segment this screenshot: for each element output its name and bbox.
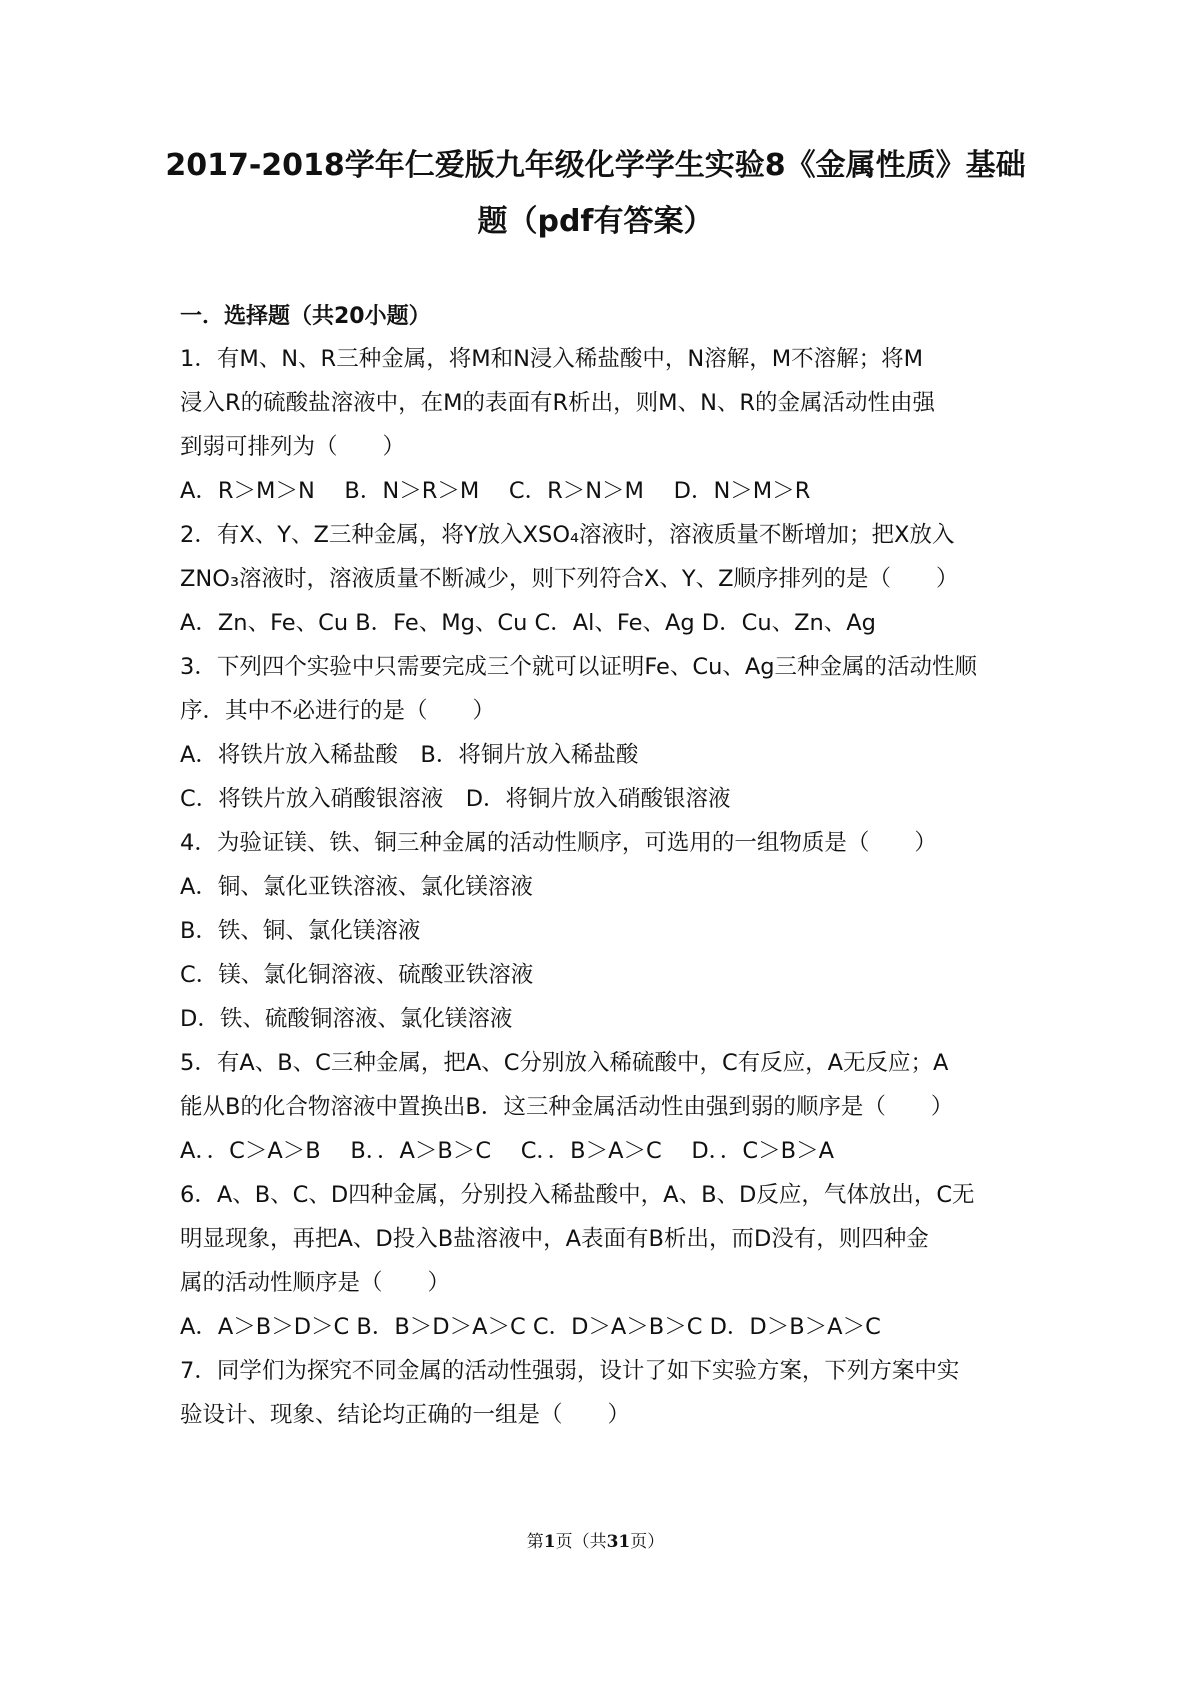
text-line: 5．有A、B、C三种金属，把A、C分别放入稀硫酸中，C有反应，A无反应；A xyxy=(180,1050,949,1076)
section-heading: 一．选择题（共20小题） xyxy=(180,304,431,329)
footer-prefix: 第 xyxy=(526,1532,544,1552)
answer-option: C．镁、氯化铜溶液、硫酸亚铁溶液 xyxy=(180,962,534,988)
answer-options: A．将铁片放入稀盐酸 B．将铜片放入稀盐酸 xyxy=(180,742,639,768)
text-line: 2．有X、Y、Z三种金属，将Y放入XSO₄溶液时，溶液质量不断增加；把X放入 xyxy=(180,522,955,548)
text-line: 属的活动性顺序是（ ） xyxy=(180,1270,451,1296)
current-page-number: 1 xyxy=(543,1532,556,1552)
text-line: ZNO₃溶液时，溶液质量不断减少，则下列符合X、Y、Z顺序排列的是（ ） xyxy=(180,566,959,592)
footer-suffix: 页） xyxy=(630,1532,665,1552)
footer-middle: 页（共 xyxy=(555,1532,607,1552)
text-line: 序．其中不必进行的是（ ） xyxy=(180,698,496,724)
answer-option: D．铁、硫酸铜溶液、氯化镁溶液 xyxy=(180,1006,513,1032)
answer-option: A．铜、氯化亚铁溶液、氯化镁溶液 xyxy=(180,874,533,900)
text-line: 3．下列四个实验中只需要完成三个就可以证明Fe、Cu、Ag三种金属的活动性顺 xyxy=(180,654,978,680)
answer-options: A．A＞B＞D＞C B．B＞D＞A＞C C．D＞A＞B＞C D．D＞B＞A＞C xyxy=(180,1314,881,1340)
text-line: 到弱可排列为（ ） xyxy=(180,434,406,460)
text-line: 能从B的化合物溶液中置换出B．这三种金属活动性由强到弱的顺序是（ ） xyxy=(180,1094,954,1120)
text-line: 明显现象，再把A、D投入B盐溶液中，A表面有B析出，而D没有，则四种金 xyxy=(180,1226,929,1252)
text-line: 6．A、B、C、D四种金属，分别投入稀盐酸中，A、B、D反应，气体放出，C无 xyxy=(180,1182,975,1208)
page-footer xyxy=(0,1530,1191,1554)
answer-options: A．．C＞A＞B B．．A＞B＞C C．．B＞A＞C D．．C＞B＞A xyxy=(180,1138,834,1164)
text-line: 浸入R的硫酸盐溶液中，在M的表面有R析出，则M、N、R的金属活动性由强 xyxy=(180,390,936,416)
document-title-line-1: 2017-2018学年仁爱版九年级化学学生实验8《金属性质》基础 xyxy=(165,148,1026,183)
answer-options: A．Zn、Fe、Cu B．Fe、Mg、Cu C．Al、Fe、Ag D．Cu、Zn、Ag xyxy=(180,610,876,636)
text-line: 1．有M、N、R三种金属，将M和N浸入稀盐酸中，N溶解，M不溶解；将M xyxy=(180,346,924,372)
text-line: 7．同学们为探究不同金属的活动性强弱，设计了如下实验方案，下列方案中实 xyxy=(180,1358,960,1384)
text-line: 4．为验证镁、铁、铜三种金属的活动性顺序，可选用的一组物质是（ ） xyxy=(180,830,937,856)
text-line: 验设计、现象、结论均正确的一组是（ ） xyxy=(180,1402,631,1428)
document-title-line-2: 题（pdf有答案） xyxy=(477,204,714,239)
answer-option: B．铁、铜、氯化镁溶液 xyxy=(180,918,421,944)
answer-options: A．R＞M＞N B．N＞R＞M C．R＞N＞M D．N＞M＞R xyxy=(180,478,811,504)
answer-options: C．将铁片放入硝酸银溶液 D．将铜片放入硝酸银溶液 xyxy=(180,786,731,812)
total-pages: 31 xyxy=(606,1532,631,1552)
